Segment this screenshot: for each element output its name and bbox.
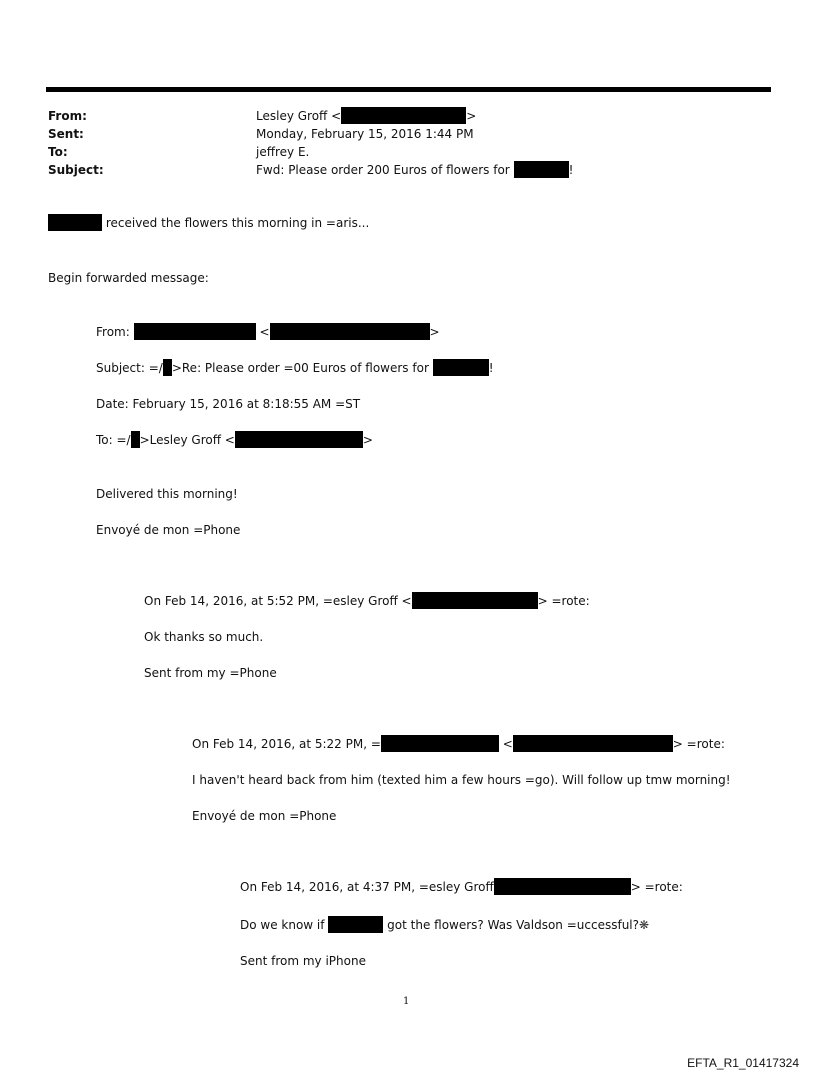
fwd-subject-line xyxy=(96,359,494,377)
q1-intro-line xyxy=(144,592,590,610)
q3-intro: On Feb 14, 2016, at 4:37 PM, =esley Groff xyxy=(240,880,494,894)
redaction-box xyxy=(341,107,466,124)
q3-message-b: got the flowers? Was Valdson =uccessful? xyxy=(387,918,639,932)
q3-tail: > =rote: xyxy=(630,880,683,894)
fwd-to-prefix: To: =/ xyxy=(96,433,131,447)
fwd-date: Date: February 15, 2016 at 8:18:55 AM =ST xyxy=(96,397,361,411)
q2-lt: < xyxy=(502,737,513,751)
subject-label: Subject: xyxy=(48,163,104,177)
sent-label: Sent: xyxy=(48,127,84,141)
subject-value xyxy=(256,161,573,179)
bouquet-emoji-icon: ❋ xyxy=(639,918,650,932)
redaction-box xyxy=(381,735,499,752)
from-close: > xyxy=(466,109,477,123)
redaction-box xyxy=(235,431,363,448)
fwd-message: Delivered this morning! xyxy=(96,487,238,501)
q1-message: Ok thanks so much. xyxy=(144,630,264,644)
from-value xyxy=(256,107,476,125)
intro-line xyxy=(48,214,369,232)
fwd-subject-end: ! xyxy=(488,361,494,375)
fwd-subject-text: >Re: Please order =00 Euros of flowers for xyxy=(171,361,429,375)
document-id: EFTA_R1_01417324 xyxy=(687,1056,799,1070)
redaction-box xyxy=(513,735,673,752)
q2-tail: > =rote: xyxy=(672,737,725,751)
fwd-from-gt: > xyxy=(429,325,440,339)
q3-signature: Sent from my iPhone xyxy=(240,954,366,968)
redaction-box xyxy=(163,359,172,376)
redaction-box xyxy=(514,161,569,178)
fwd-subject-prefix: Subject: =/ xyxy=(96,361,163,375)
redaction-box xyxy=(494,878,631,895)
q3-message-line xyxy=(240,916,649,934)
fwd-from-lt: < xyxy=(259,325,270,339)
fwd-to-line xyxy=(96,431,373,449)
sent-value: Monday, February 15, 2016 1:44 PM xyxy=(256,127,474,141)
fwd-to-text: >Lesley Groff < xyxy=(139,433,235,447)
redaction-box xyxy=(134,323,256,340)
q2-intro: On Feb 14, 2016, at 5:22 PM, = xyxy=(192,737,381,751)
fwd-to-gt: > xyxy=(362,433,373,447)
subject-text: Fwd: Please order 200 Euros of flowers for xyxy=(256,163,510,177)
q1-intro: On Feb 14, 2016, at 5:52 PM, =esley Groff < xyxy=(144,594,412,608)
q2-signature: Envoyé de mon =Phone xyxy=(192,809,337,823)
fwd-from-line xyxy=(96,323,440,341)
from-name: Lesley Groff < xyxy=(256,109,342,123)
redaction-box xyxy=(328,916,383,933)
to-label: To: xyxy=(48,145,68,159)
fwd-signature: Envoyé de mon =Phone xyxy=(96,523,241,537)
q1-tail: > =rote: xyxy=(537,594,590,608)
q3-intro-line xyxy=(240,878,683,896)
q3-message-a: Do we know if xyxy=(240,918,325,932)
q1-signature: Sent from my =Phone xyxy=(144,666,277,680)
to-value: jeffrey E. xyxy=(256,145,310,159)
redaction-box xyxy=(131,431,140,448)
q2-message: I haven't heard back from him (texted him a few hours =go). Will follow up tmw morning! xyxy=(192,773,731,787)
redaction-box xyxy=(48,214,102,231)
header-rule xyxy=(46,87,771,92)
redaction-box xyxy=(270,323,430,340)
fwd-from-label: From: xyxy=(96,325,130,339)
subject-end: ! xyxy=(568,163,574,177)
from-label: From: xyxy=(48,109,87,123)
intro-text: received the flowers this morning in =aris... xyxy=(105,216,370,230)
begin-forwarded: Begin forwarded message: xyxy=(48,271,209,285)
q2-intro-line xyxy=(192,735,725,753)
redaction-box xyxy=(412,592,538,609)
page-number: 1 xyxy=(403,996,410,1007)
redaction-box xyxy=(433,359,489,376)
